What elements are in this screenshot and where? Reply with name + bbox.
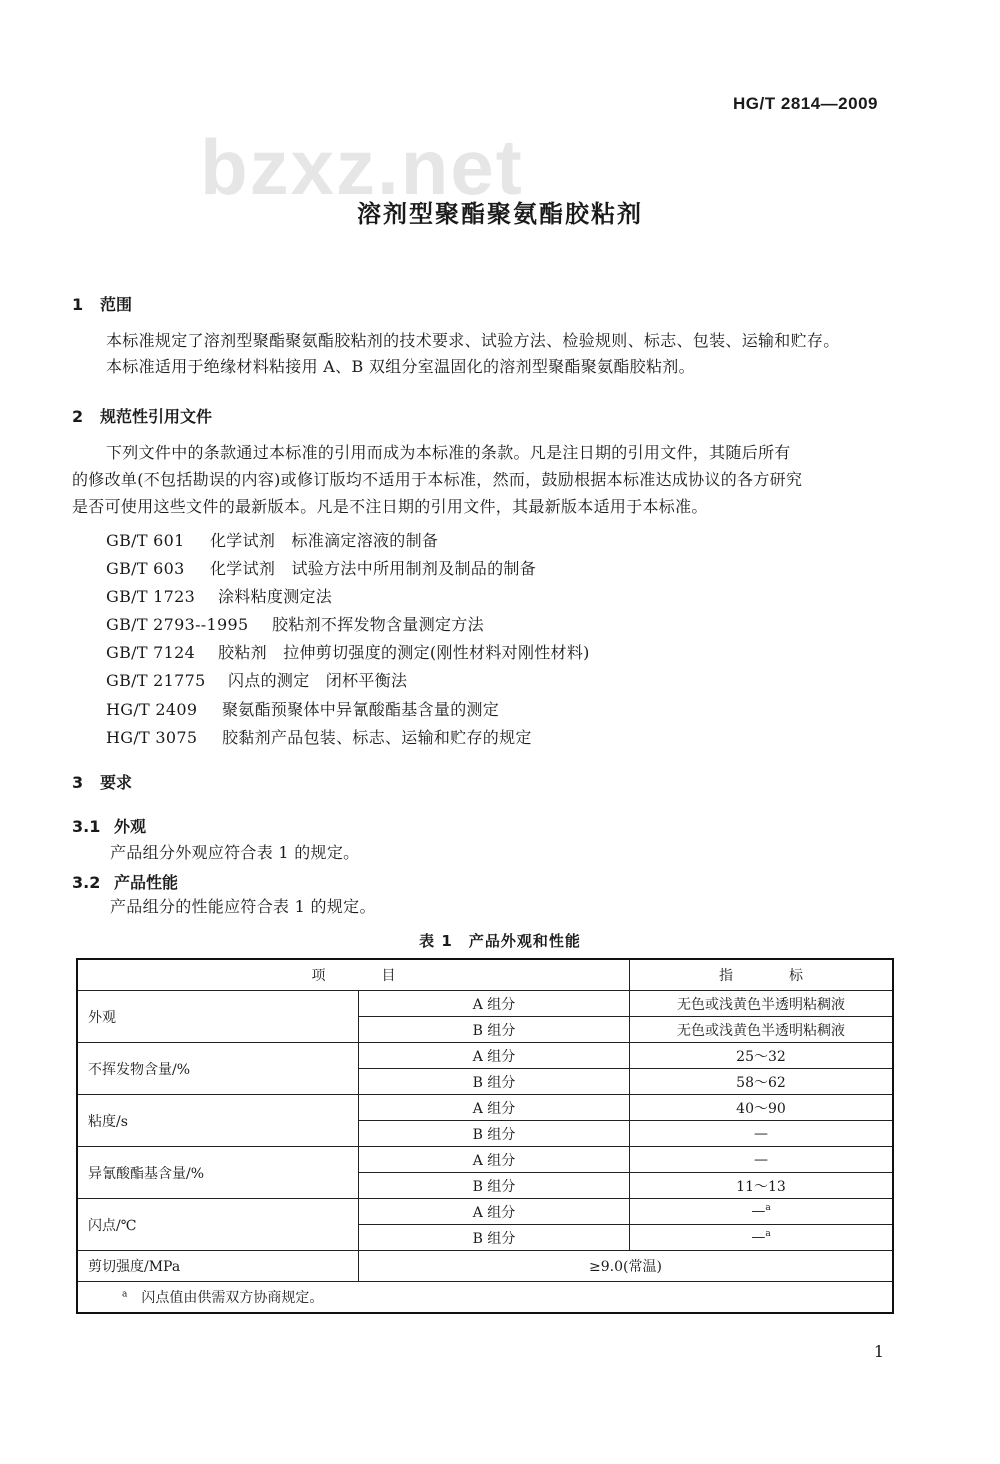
reference-title: 涂料粘度测定法 [218, 587, 333, 606]
section-1-para-2: 本标准适用于绝缘材料粘接用 A、B 双组分室温固化的溶剂型聚酯聚氨酯胶粘剂。 [106, 357, 695, 376]
reference-title: 闪点的测定 闭杯平衡法 [228, 671, 408, 690]
index-value: — [751, 1229, 766, 1246]
page-number: 1 [873, 1342, 884, 1361]
component-label: B 组分 [359, 1225, 630, 1251]
section-title: 要求 [100, 773, 133, 792]
table-row [77, 1199, 893, 1225]
component-label: B 组分 [359, 1069, 630, 1095]
watermark: bzxz.net [200, 123, 524, 211]
footnote-mark: a [765, 1229, 771, 1240]
index-value: 58～62 [630, 1069, 894, 1095]
reference-item [106, 528, 438, 551]
reference-title: 聚氨酯预聚体中异氰酸酯基含量的测定 [222, 700, 500, 719]
footnote-text: 闪点值由供需双方协商规定。 [141, 1290, 324, 1306]
standard-code: HG/T 2814—2009 [733, 94, 878, 113]
component-label: B 组分 [359, 1017, 630, 1043]
section-2-heading [72, 404, 212, 427]
reference-code: HG/T 3075 [106, 728, 198, 747]
spec-table [76, 958, 894, 1314]
index-value-cell [630, 1199, 894, 1225]
table-caption: 表 1 产品外观和性能 [419, 932, 581, 950]
section-number: 2 [72, 407, 84, 426]
index-value: ≥9.0(常温) [359, 1251, 894, 1282]
reference-code: GB/T 7124 [106, 643, 196, 662]
section-2-para-line-3: 是否可使用这些文件的最新版本。凡是不注日期的引用文件，其最新版本适用于本标准。 [72, 497, 708, 516]
reference-code: GB/T 1723 [106, 587, 196, 606]
table-row [77, 1251, 893, 1282]
footnote-mark: a [122, 1289, 128, 1300]
table-footnote [77, 1282, 893, 1314]
footnote-mark: a [765, 1203, 771, 1214]
section-2-para-line-1: 下列文件中的条款通过本标准的引用而成为本标准的条款。凡是注日期的引用文件，其随后所有 [106, 443, 791, 462]
section-title: 外观 [114, 817, 147, 836]
reference-title: 胶粘剂不挥发物含量测定方法 [272, 615, 484, 634]
section-number: 3.2 [72, 873, 101, 892]
header-item: 项 目 [77, 959, 630, 991]
reference-item [106, 612, 484, 635]
section-1-para-1: 本标准规定了溶剂型聚酯聚氨酯胶粘剂的技术要求、试验方法、检验规则、标志、包装、运输和贮存。 [106, 331, 840, 350]
table-row [77, 1147, 893, 1173]
reference-code: GB/T 21775 [106, 671, 206, 690]
section-1-heading [72, 292, 132, 315]
table-note-row [77, 1282, 893, 1314]
table-row [77, 1043, 893, 1069]
component-label: A 组分 [359, 1095, 630, 1121]
document-title: 溶剂型聚酯聚氨酯胶粘剂 [357, 200, 643, 228]
index-value: 11～13 [630, 1173, 894, 1199]
index-value: — [751, 1203, 766, 1220]
section-3-1-text: 产品组分外观应符合表 1 的规定。 [110, 843, 360, 862]
index-value: — [630, 1147, 894, 1173]
section-3-2-text: 产品组分的性能应符合表 1 的规定。 [110, 897, 376, 916]
reference-item [106, 640, 590, 663]
section-title: 范围 [100, 295, 133, 314]
reference-item [106, 697, 499, 720]
item-label: 不挥发物含量/% [77, 1043, 359, 1095]
item-label: 粘度/s [77, 1095, 359, 1147]
section-title: 产品性能 [114, 873, 179, 892]
index-value: 25～32 [630, 1043, 894, 1069]
component-label: A 组分 [359, 1147, 630, 1173]
index-value: 无色或浅黄色半透明粘稠液 [630, 991, 894, 1017]
section-title: 规范性引用文件 [100, 407, 213, 426]
table-header-row [77, 959, 893, 991]
item-label: 剪切强度/MPa [77, 1251, 359, 1282]
reference-item [106, 668, 407, 691]
item-label: 异氰酸酯基含量/% [77, 1147, 359, 1199]
section-number: 3 [72, 773, 84, 792]
index-value-cell [630, 1225, 894, 1251]
item-label: 闪点/℃ [77, 1199, 359, 1251]
section-3-heading [72, 770, 132, 793]
reference-title: 胶粘剂 拉伸剪切强度的测定(刚性材料对刚性材料) [218, 643, 590, 662]
section-number: 1 [72, 295, 84, 314]
component-label: A 组分 [359, 1199, 630, 1225]
reference-code: GB/T 603 [106, 559, 185, 578]
reference-title: 化学试剂 试验方法中所用制剂及制品的制备 [210, 559, 537, 578]
table-row [77, 991, 893, 1017]
reference-title: 胶黏剂产品包装、标志、运输和贮存的规定 [222, 728, 532, 747]
component-label: B 组分 [359, 1121, 630, 1147]
section-3-2-heading [72, 870, 178, 893]
reference-code: GB/T 601 [106, 531, 185, 550]
reference-item [106, 556, 536, 579]
section-3-1-heading [72, 814, 146, 837]
item-label: 外观 [77, 991, 359, 1043]
reference-code: HG/T 2409 [106, 700, 198, 719]
reference-code: GB/T 2793--1995 [106, 615, 249, 634]
table-row [77, 1095, 893, 1121]
component-label: A 组分 [359, 991, 630, 1017]
index-value: 无色或浅黄色半透明粘稠液 [630, 1017, 894, 1043]
header-index: 指 标 [630, 959, 894, 991]
reference-title: 化学试剂 标准滴定溶液的制备 [210, 531, 439, 550]
component-label: B 组分 [359, 1173, 630, 1199]
reference-item [106, 584, 332, 607]
section-2-para-line-2: 的修改单(不包括勘误的内容)或修订版均不适用于本标准，然而，鼓励根据本标准达成协议的各方研究 [72, 470, 803, 489]
index-value: — [630, 1121, 894, 1147]
reference-item [106, 725, 532, 748]
index-value: 40～90 [630, 1095, 894, 1121]
section-number: 3.1 [72, 817, 101, 836]
component-label: A 组分 [359, 1043, 630, 1069]
